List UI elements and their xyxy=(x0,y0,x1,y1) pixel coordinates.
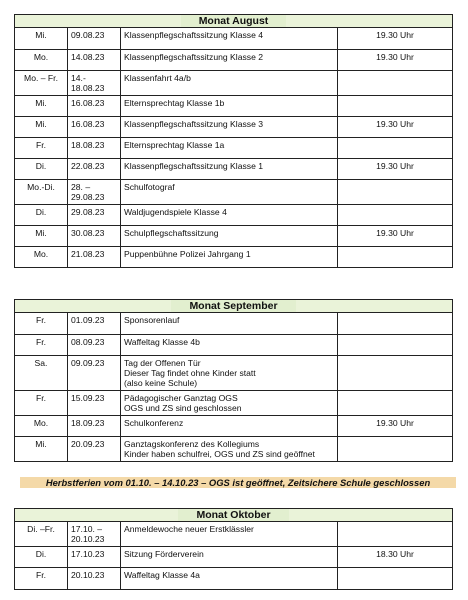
event-cell xyxy=(121,313,338,334)
time-cell xyxy=(338,70,453,95)
time-cell xyxy=(338,436,453,461)
event-line: Ganztagskonferenz des Kollegiums xyxy=(124,438,260,449)
date-line: 20.09.23 xyxy=(71,438,105,449)
event-line: Klassenpflegschaftssitzung Klasse 1 xyxy=(124,160,264,171)
date-cell xyxy=(68,436,121,461)
day-cell: Fr. xyxy=(15,313,68,334)
event-cell xyxy=(121,334,338,355)
table-row xyxy=(15,28,452,49)
time-cell: 19.30 Uhr xyxy=(376,30,414,40)
time-cell: 19.30 Uhr xyxy=(338,415,453,436)
event-line: Pädagogischer Ganztag OGS xyxy=(124,392,238,403)
event-line: OGS und ZS sind geschlossen xyxy=(124,402,242,413)
event-cell xyxy=(121,28,338,49)
date-line: 21.08.23 xyxy=(71,248,105,259)
table-row xyxy=(15,390,452,415)
event-cell xyxy=(121,355,338,390)
event-cell xyxy=(121,204,338,225)
event-line: Puppenbühne Polizei Jahrgang 1 xyxy=(124,248,251,259)
event-cell xyxy=(121,158,338,179)
time-cell xyxy=(338,246,453,267)
date-line: 29.08.23 xyxy=(71,206,105,217)
date-cell xyxy=(68,137,121,158)
event-cell xyxy=(121,568,338,589)
table-row xyxy=(15,313,452,334)
event-line: Klassenpflegschaftssitzung Klasse 2 xyxy=(124,51,264,62)
date-line: 01.09.23 xyxy=(71,315,105,325)
table-row xyxy=(15,436,452,461)
table-row xyxy=(15,568,452,589)
table-row xyxy=(15,137,452,158)
date-cell xyxy=(68,95,121,116)
event-cell xyxy=(121,547,338,568)
event-line: Klassenpflegschaftssitzung Klasse 4 xyxy=(124,30,264,40)
date-cell xyxy=(68,547,121,568)
table-row xyxy=(15,204,452,225)
date-line: 22.08.23 xyxy=(71,160,105,171)
event-cell xyxy=(121,95,338,116)
event-line: Waldjugendspiele Klasse 4 xyxy=(124,206,227,217)
section-header xyxy=(15,15,452,28)
event-cell xyxy=(121,522,338,547)
table-row xyxy=(15,415,452,436)
time-cell xyxy=(338,568,453,589)
day-cell: Sa. xyxy=(15,355,68,390)
event-cell xyxy=(121,415,338,436)
event-line: Dieser Tag findet ohne Kinder statt xyxy=(124,367,256,378)
date-cell xyxy=(68,28,121,49)
time-cell xyxy=(338,313,453,334)
event-cell xyxy=(121,49,338,70)
table-row xyxy=(15,179,452,204)
section-header xyxy=(15,509,452,522)
date-cell xyxy=(68,179,121,204)
date-line: 09.09.23 xyxy=(71,357,105,368)
table-row xyxy=(15,547,452,568)
date-line: 16.08.23 xyxy=(71,97,105,108)
day-cell: Di. xyxy=(15,204,68,225)
day-cell: Fr. xyxy=(15,568,68,589)
table-row xyxy=(15,158,452,179)
time-cell xyxy=(338,390,453,415)
day-cell: Mo. xyxy=(15,415,68,436)
day-cell: Mi. xyxy=(15,436,68,461)
date-cell xyxy=(68,334,121,355)
time-cell: 19.30 Uhr xyxy=(338,49,453,70)
date-cell xyxy=(68,116,121,137)
event-line: Elternsprechtag Klasse 1b xyxy=(124,97,225,108)
table-row xyxy=(15,334,452,355)
time-cell xyxy=(338,179,453,204)
table-row xyxy=(15,49,452,70)
day-cell: Mo.-Di. xyxy=(15,179,68,204)
time-cell xyxy=(338,204,453,225)
date-cell xyxy=(68,522,121,547)
time-cell xyxy=(338,355,453,390)
section-september xyxy=(14,299,453,462)
event-line: Waffeltag Klasse 4b xyxy=(124,336,200,347)
date-cell xyxy=(68,568,121,589)
section-title: Monat August xyxy=(181,15,287,27)
event-cell xyxy=(121,179,338,204)
event-cell xyxy=(121,116,338,137)
date-line: 20.10.23 xyxy=(71,570,105,580)
date-line: 09.08.23 xyxy=(71,30,105,40)
event-line: Tag der Offenen Tür xyxy=(124,357,201,368)
day-cell: Fr. xyxy=(15,334,68,355)
date-line: 15.09.23 xyxy=(71,392,105,403)
day-cell: Mo. xyxy=(15,246,68,267)
date-line: 14.08.23 xyxy=(71,51,105,62)
date-line: 16.08.23 xyxy=(71,118,105,129)
event-line: Sitzung Förderverein xyxy=(124,549,204,559)
date-cell xyxy=(68,204,121,225)
table-row xyxy=(15,522,452,547)
event-line: Klassenpflegschaftssitzung Klasse 3 xyxy=(124,118,264,129)
section-october xyxy=(14,508,453,590)
event-line: Kinder haben schulfrei, OGS und ZS sind geöffnet xyxy=(124,448,315,459)
date-line: 18.08.23 xyxy=(71,139,105,150)
event-line: Elternsprechtag Klasse 1a xyxy=(124,139,225,150)
date-line: 28. – xyxy=(71,181,91,192)
event-line: Sponsorenlauf xyxy=(124,315,180,325)
time-cell xyxy=(338,137,453,158)
event-line: Schulkonferenz xyxy=(124,417,184,428)
table-row xyxy=(15,225,452,246)
date-cell xyxy=(68,313,121,334)
day-cell: Di. xyxy=(15,547,68,568)
event-line: Waffeltag Klasse 4a xyxy=(124,570,200,580)
time-cell: 19.30 Uhr xyxy=(338,225,453,246)
day-cell: Fr. xyxy=(15,137,68,158)
date-line: 17.10. – xyxy=(71,524,103,534)
event-line: (also keine Schule) xyxy=(124,377,198,388)
event-cell xyxy=(121,436,338,461)
time-cell: 19.30 Uhr xyxy=(338,158,453,179)
date-cell xyxy=(68,158,121,179)
event-line: Klassenfahrt 4a/b xyxy=(124,72,191,83)
table-row xyxy=(15,95,452,116)
time-cell xyxy=(338,522,453,547)
date-cell xyxy=(68,355,121,390)
day-cell: Mi. xyxy=(15,95,68,116)
day-cell: Mo. xyxy=(15,49,68,70)
date-cell xyxy=(68,415,121,436)
event-cell xyxy=(121,246,338,267)
date-line: 08.09.23 xyxy=(71,336,105,347)
day-cell: Di. –Fr. xyxy=(15,522,68,547)
event-line: Schulfotograf xyxy=(124,181,175,192)
time-cell: 19.30 Uhr xyxy=(338,116,453,137)
date-line: 17.10.23 xyxy=(71,549,105,559)
date-line: 29.08.23 xyxy=(71,191,105,202)
date-cell xyxy=(68,390,121,415)
date-line: 18.09.23 xyxy=(71,417,105,428)
section-august xyxy=(14,14,453,268)
section-header xyxy=(15,300,452,313)
date-cell xyxy=(68,225,121,246)
day-cell: Mi. xyxy=(15,225,68,246)
date-line: 18.08.23 xyxy=(71,82,105,93)
time-cell xyxy=(338,95,453,116)
section-title: Monat Oktober xyxy=(178,509,288,521)
day-cell: Mi. xyxy=(15,28,68,49)
event-line: Anmeldewoche neuer Erstklässler xyxy=(124,524,254,534)
event-cell xyxy=(121,137,338,158)
date-cell xyxy=(68,70,121,95)
table-row xyxy=(15,246,452,267)
event-cell xyxy=(121,70,338,95)
date-cell xyxy=(68,246,121,267)
events-table xyxy=(15,522,452,589)
section-title: Monat September xyxy=(171,300,295,312)
table-row xyxy=(15,355,452,390)
day-cell: Mo. – Fr. xyxy=(15,70,68,95)
time-cell: 18.30 Uhr xyxy=(338,547,453,568)
day-cell: Mi. xyxy=(15,116,68,137)
event-cell xyxy=(121,390,338,415)
date-cell xyxy=(68,49,121,70)
table-row xyxy=(15,70,452,95)
date-line: 20.10.23 xyxy=(71,534,105,544)
table-row xyxy=(15,116,452,137)
holiday-notice: Herbstferien vom 01.10. – 14.10.23 – OGS ist geöffnet, Zeitsichere Schule geschlossen xyxy=(20,477,456,488)
time-cell xyxy=(338,334,453,355)
event-cell xyxy=(121,225,338,246)
day-cell: Fr. xyxy=(15,390,68,415)
events-table xyxy=(15,28,452,267)
date-line: 14.- xyxy=(71,72,86,83)
events-table xyxy=(15,313,452,461)
day-cell: Di. xyxy=(15,158,68,179)
event-line: Schulpflegschaftssitzung xyxy=(124,227,219,238)
date-line: 30.08.23 xyxy=(71,227,105,238)
